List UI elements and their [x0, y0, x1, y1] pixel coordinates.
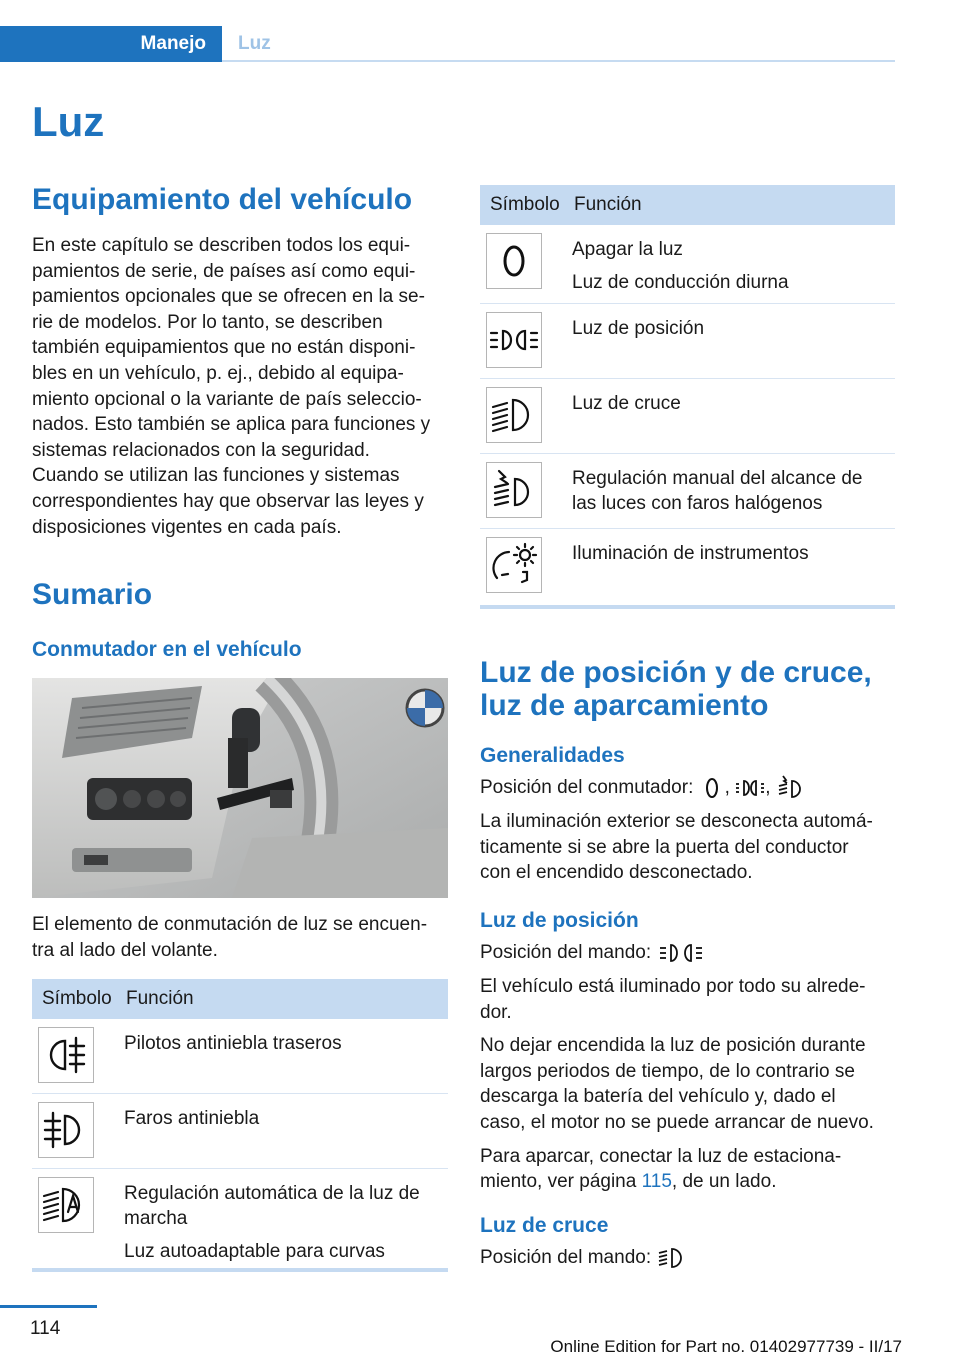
subtitle-luz-cruce: Luz de cruce — [480, 1214, 609, 1237]
subtitle-generalidades: Generalidades — [480, 744, 625, 767]
page-link-115[interactable]: 115 — [641, 1171, 672, 1193]
section-title-equipamiento: Equipamiento del vehículo — [32, 183, 413, 216]
text-fragment: , de un lado. — [671, 1171, 777, 1193]
control-label: Posición del mando: — [480, 942, 652, 964]
footer-divider — [0, 1305, 97, 1308]
switch-label: Posición del conmutador: — [480, 777, 694, 799]
function-text: Iluminación de instrumentos — [572, 543, 809, 564]
text-line: con el encendido desconectado. — [480, 862, 753, 884]
text-line: Cuando se utilizan las funciones y sistemas — [32, 465, 400, 487]
text-line: sistemas relacionados con la seguridad. — [32, 439, 370, 461]
text-line: tra al lado del volante. — [32, 939, 218, 961]
equipamiento-text — [32, 233, 452, 540]
text-line: El vehículo está iluminado por todo su alrede- — [480, 976, 866, 997]
table-end-bar — [480, 605, 895, 609]
text-line: ticamente si se abre la puerta del conductor — [480, 836, 849, 858]
function-text: Luz autoadaptable para curvas — [124, 1241, 385, 1262]
low-beam-icon — [656, 1245, 686, 1271]
parking-lights-icon — [735, 775, 765, 801]
tab-manejo-label: Manejo — [140, 33, 206, 54]
separator: , — [724, 777, 730, 799]
text-fragment: miento, ver página — [480, 1171, 642, 1193]
section-title-sumario: Sumario — [32, 578, 153, 611]
tab-luz[interactable]: Luz — [238, 33, 271, 54]
lights-off-icon — [486, 233, 542, 289]
page-number: 114 — [30, 1318, 61, 1339]
table-row — [480, 379, 895, 454]
table-row — [32, 1169, 448, 1273]
col-header-symbol: Símbolo — [480, 185, 564, 225]
header-divider — [222, 60, 895, 62]
text-line: miento opcional o la variante de país seleccio- — [32, 388, 422, 410]
text-line: La iluminación exterior se desconecta automá- — [480, 811, 873, 832]
parking-lights-icon — [656, 940, 706, 966]
symbol-table-right — [480, 185, 895, 603]
function-text: Regulación manual del alcance de — [572, 468, 863, 489]
headlight-range-icon — [776, 775, 806, 801]
function-text: Luz de cruce — [572, 393, 681, 414]
function-text: las luces con faros halógenos — [572, 493, 823, 514]
auto-headlight-icon — [38, 1177, 94, 1233]
table-row — [480, 529, 895, 604]
photo-caption — [32, 912, 452, 963]
page-title: Luz — [32, 98, 105, 145]
tab-manejo[interactable] — [0, 26, 222, 62]
title-line: Luz de posición y de cruce, — [480, 656, 872, 689]
col-header-symbol: Símbolo — [32, 979, 116, 1019]
edition-note: Online Edition for Part no. 01402977739 - II/17 — [550, 1337, 902, 1356]
function-text: Luz de posición — [572, 318, 705, 339]
text-line: pamientos de serie, de países así como equi- — [32, 260, 416, 282]
text-line: disposiciones vigentes en cada país. — [32, 516, 342, 538]
control-label: Posición del mando: — [480, 1247, 652, 1269]
table-row — [480, 225, 895, 304]
text-line: largos periodos de tiempo, de lo contrario se — [480, 1060, 855, 1082]
text-line: caso, el motor no se puede arrancar de nuevo. — [480, 1111, 874, 1133]
text-line: Para aparcar, conectar la luz de estaciona- — [480, 1145, 842, 1167]
low-beam-icon — [486, 387, 542, 443]
text-line: bles en un vehículo, p. ej., debido al equipa- — [32, 362, 404, 384]
subtitle-conmutador: Conmutador en el vehículo — [32, 638, 302, 661]
text-line: también equipamientos que no están disponi- — [32, 337, 416, 359]
function-text: Pilotos antiniebla traseros — [124, 1033, 342, 1054]
text-line: pamientos opcionales que se ofrecen en la se- — [32, 286, 425, 308]
luz-cruce-block — [480, 1245, 900, 1271]
text-line: descarga la batería del vehículo y, dado el — [480, 1086, 836, 1108]
table-row — [480, 454, 895, 529]
function-text: Apagar la luz — [572, 239, 683, 260]
col-header-function: Función — [564, 185, 895, 225]
function-text: Regulación automática de la luz de — [124, 1183, 420, 1204]
front-fog-light-icon — [38, 1102, 94, 1158]
title-line: luz de aparcamiento — [480, 689, 769, 722]
table-end-bar — [32, 1268, 448, 1272]
section-title-posicion-cruce — [480, 656, 872, 722]
headlight-range-icon — [486, 462, 542, 518]
text-line: En este capítulo se describen todos los equi- — [32, 235, 411, 256]
subtitle-luz-posicion: Luz de posición — [480, 909, 639, 932]
luz-posicion-block — [480, 940, 900, 1195]
lights-off-icon — [699, 775, 725, 801]
text-line: correspondientes hay que observar las leyes y — [32, 490, 424, 512]
text-line: nados. Esto también se aplica para funciones y — [32, 414, 431, 436]
light-switch-photo — [32, 678, 448, 898]
rear-fog-light-icon — [38, 1027, 94, 1083]
table-row — [32, 1019, 448, 1094]
generalidades-block — [480, 775, 900, 886]
table-row — [32, 1094, 448, 1169]
table-row — [480, 304, 895, 379]
instrument-lighting-icon — [486, 537, 542, 593]
text-line: dor. — [480, 1001, 512, 1023]
separator: , — [765, 777, 771, 799]
function-text: Luz de conducción diurna — [572, 272, 789, 293]
col-header-function: Función — [116, 979, 448, 1019]
function-text: Faros antiniebla — [124, 1108, 260, 1129]
text-line: El elemento de conmutación de luz se encuen- — [32, 914, 428, 935]
symbol-table-left — [32, 979, 448, 1272]
text-line: rie de modelos. Por lo tanto, se describen — [32, 311, 383, 333]
function-text: marcha — [124, 1208, 188, 1229]
text-line: No dejar encendida la luz de posición durante — [480, 1035, 866, 1057]
parking-lights-icon — [486, 312, 542, 368]
